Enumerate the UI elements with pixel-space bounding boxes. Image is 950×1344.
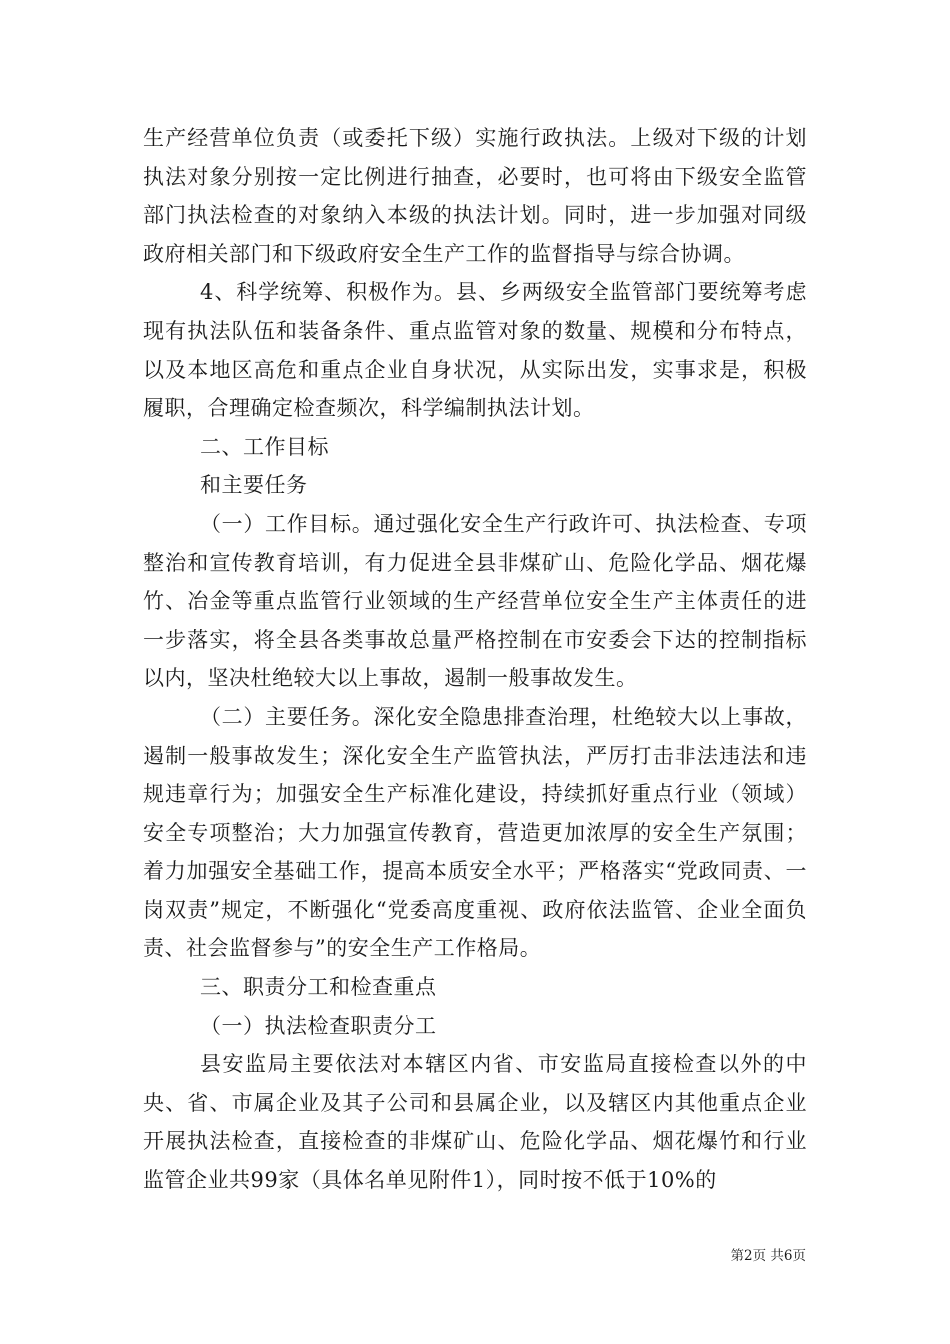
section-heading: 三、职责分工和检查重点 (200, 975, 437, 1000)
paragraph: 生产经营单位负责（或委托下级）实施行政执法。上级对下级的计划执法对象分别按一定比例进行抽查，必要时，也可将由下级安全监管部门执法检查的对象纳入本级的执法计划。同时，进一步加强对同级政府相关部门和下级政府安全生产工作的监督指导与综合协调。 (143, 126, 807, 266)
paragraph: （一）工作目标。通过强化安全生产行政许可、执法检查、专项整治和宣传教育培训，有力促进全县非煤矿山、危险化学品、烟花爆竹、冶金等重点监管行业领域的生产经营单位安全生产主体责任的进一步落实，将全县各类事故总量严格控制在市安委会下达的控制指标以内，坚决杜绝较大以上事故，遏制一般事故发生。 (143, 511, 807, 691)
section-heading-continuation: 和主要任务 (200, 473, 308, 498)
section-heading: 二、工作目标 (200, 434, 329, 459)
paragraph: 县安监局主要依法对本辖区内省、市安监局直接检查以外的中央、省、市属企业及其子公司和县属企业，以及辖区内其他重点企业开展执法检查，直接检查的非煤矿山、危险化学品、烟花爆竹和行业监管企业共99家（具体名单见附件1），同时按不低于10%的 (143, 1052, 807, 1193)
subsection-heading: （一）执法检查职责分工 (200, 1013, 437, 1038)
paragraph: （二）主要任务。深化安全隐患排查治理，杜绝较大以上事故，遏制一般事故发生；深化安全生产监管执法，严厉打击非法违法和违规违章行为；加强安全生产标准化建设，持续抓好重点行业（领域）安全专项整治；大力加强宣传教育，营造更加浓厚的安全生产氛围；着力加强安全基础工作，提高本质安全水平；严格落实“党政同责、一岗双责”规定，不断强化“党委高度重视、政府依法监管、企业全面负责、社会监督参与”的安全生产工作格局。 (143, 704, 807, 961)
page-number-footer: 第2页 共6页 (730, 1248, 806, 1264)
document-body (143, 119, 807, 1200)
paragraph: 4、科学统筹、积极作为。县、乡两级安全监管部门要统筹考虑现有执法队伍和装备条件、重点监管对象的数量、规模和分布特点，以及本地区高危和重点企业自身状况，从实际出发，实事求是，积极履职，合理确定检查频次，科学编制执法计划。 (143, 280, 807, 421)
